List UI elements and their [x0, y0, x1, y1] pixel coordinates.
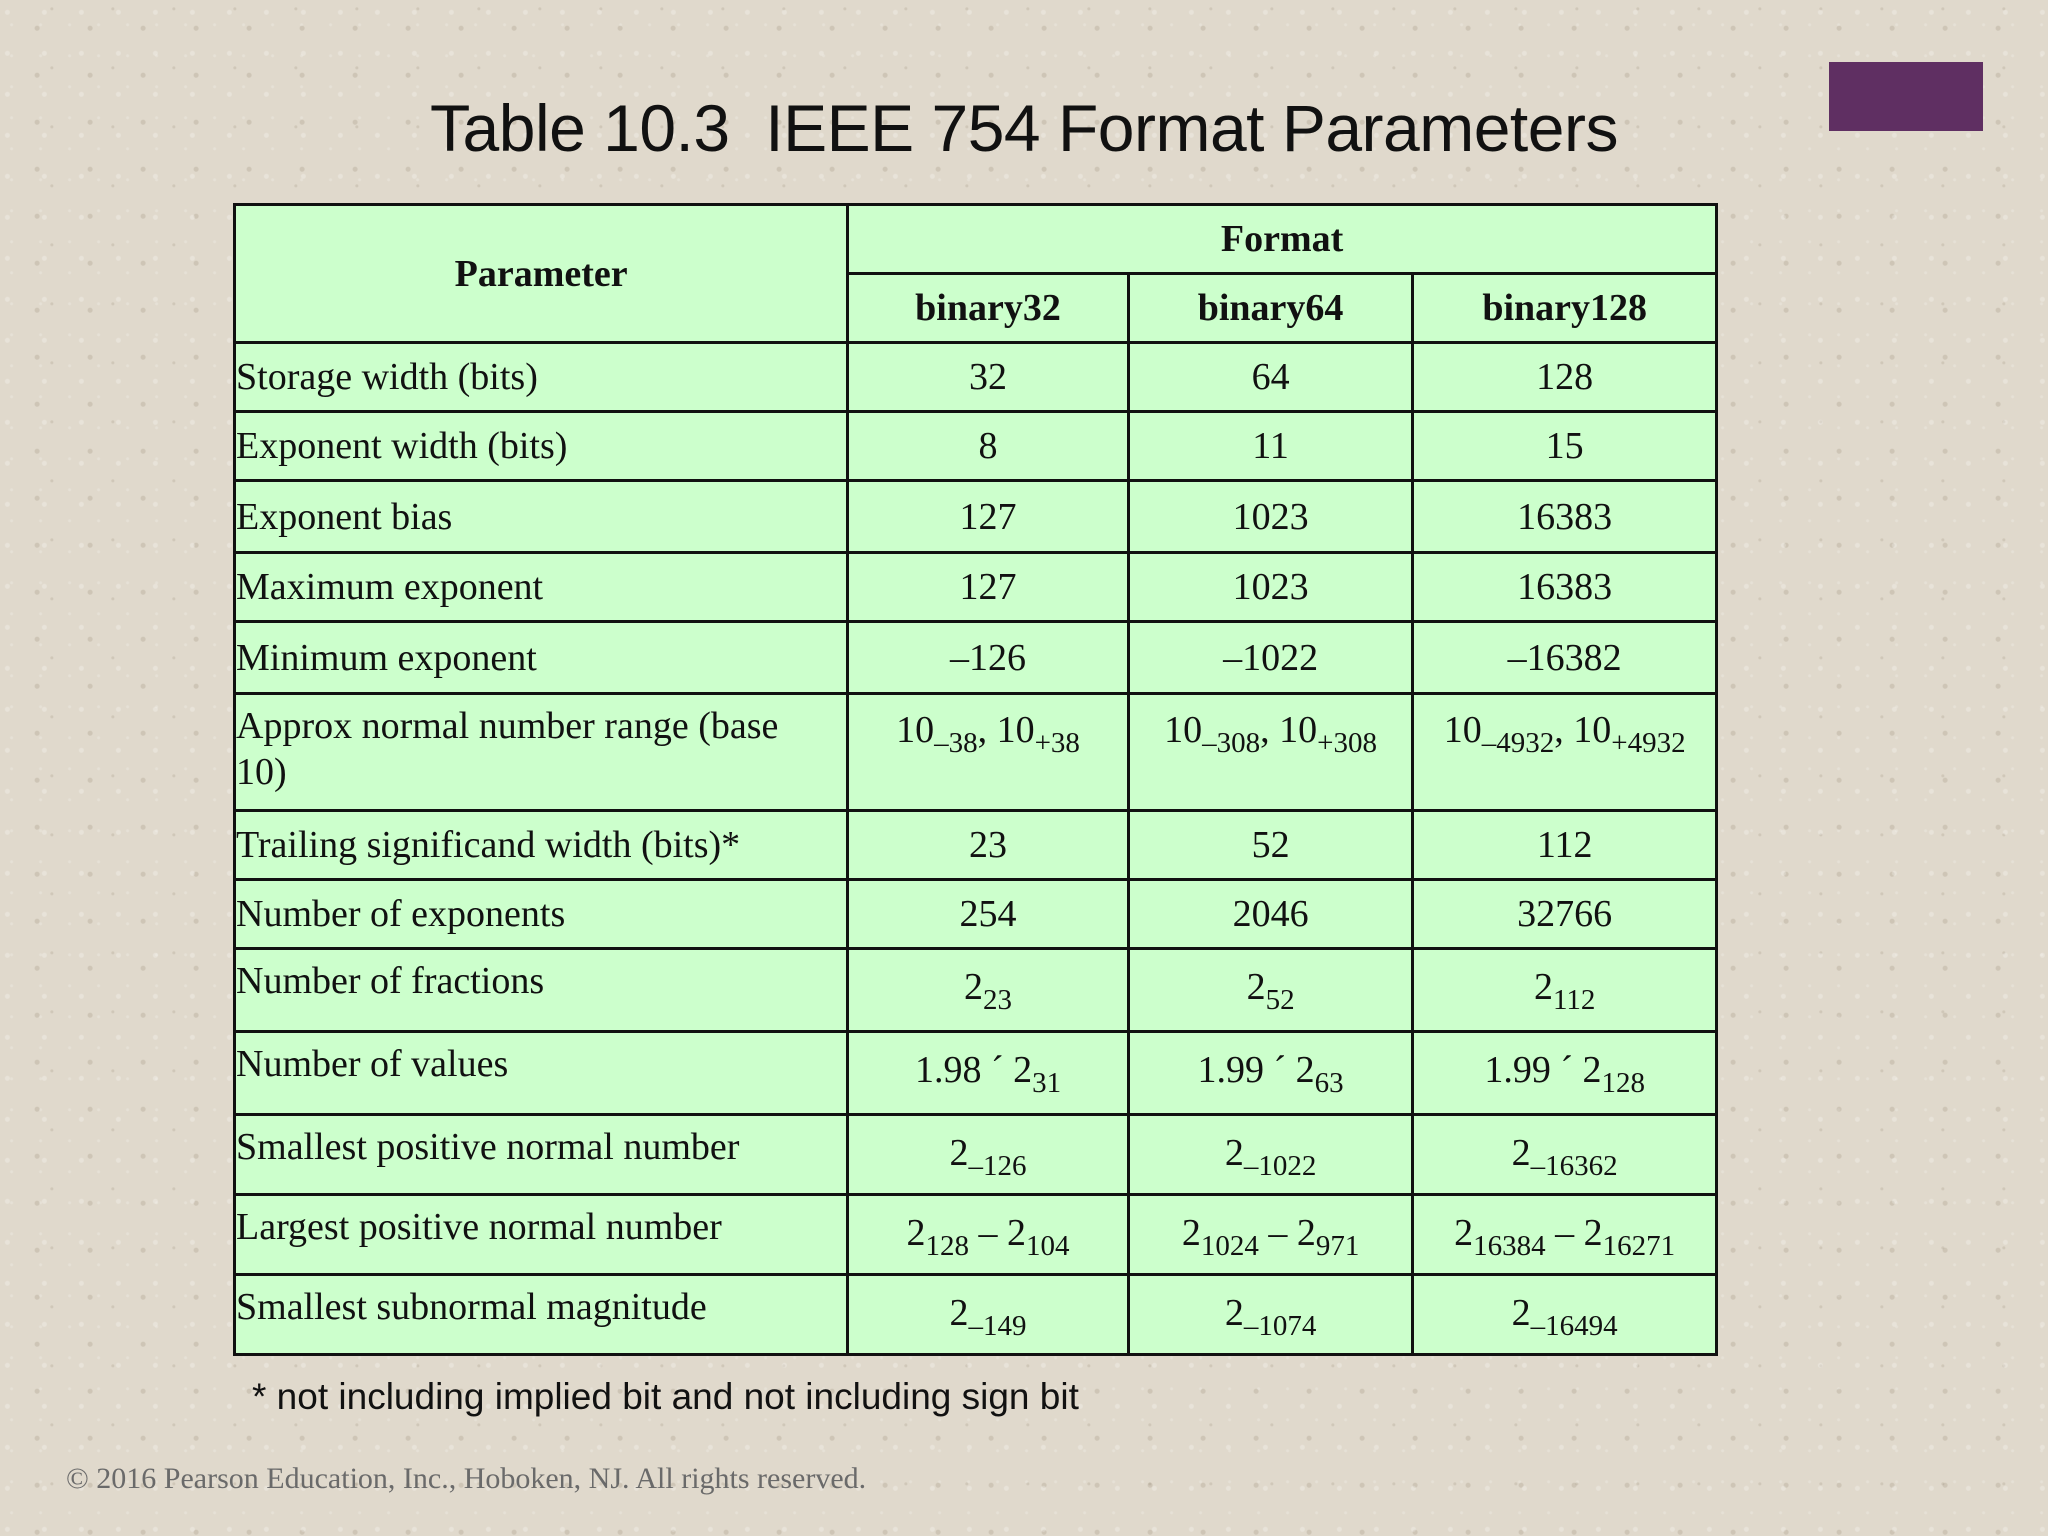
value-subscript: –1074	[1243, 1310, 1317, 1343]
value-subscript: 16271	[1602, 1230, 1676, 1263]
value-subscript: 112	[1552, 984, 1596, 1017]
value-base: –1022	[1223, 636, 1319, 679]
value-cell-binary32	[848, 880, 1129, 949]
value-cell-binary64	[1128, 1032, 1413, 1115]
value-subscript: 1024	[1200, 1230, 1259, 1263]
value-cell-binary64	[1128, 1115, 1413, 1195]
value-base: 10	[1164, 709, 1203, 751]
value-subscript: 23	[983, 984, 1013, 1017]
value-base: 32	[969, 356, 1008, 398]
value-base: 10	[1443, 709, 1482, 751]
value-prefix: 1.99 ´	[1484, 1049, 1583, 1091]
value-cell-binary64	[1128, 880, 1413, 949]
value-cell-binary128	[1413, 949, 1717, 1032]
parameter-label: Number of exponents	[235, 880, 848, 949]
parameter-label: Storage width (bits)	[235, 343, 848, 412]
parameter-label: Maximum exponent	[235, 553, 848, 622]
value-cell-binary128	[1413, 622, 1717, 694]
value-base: 32766	[1517, 893, 1613, 935]
value-subscript: +38	[1034, 727, 1080, 760]
value-cell-binary64	[1128, 481, 1413, 553]
column-header-binary128: binary128	[1413, 274, 1717, 343]
table-row	[235, 694, 1717, 811]
value-cell-binary32	[848, 694, 1129, 811]
header-parameter: Parameter	[235, 205, 848, 343]
value-cell-binary32	[848, 622, 1129, 694]
format-parameters-table	[233, 203, 1718, 1356]
copyright-notice: © 2016 Pearson Education, Inc., Hoboken, NJ. All rights reserved.	[66, 1462, 867, 1495]
parameter-label: Approx normal number range (base 10)	[235, 694, 848, 811]
value-subscript: 128	[1601, 1067, 1645, 1100]
table-row	[235, 553, 1717, 622]
value-base: 2	[1013, 1049, 1033, 1091]
value-base: 2	[964, 966, 984, 1008]
value-base: 2046	[1232, 893, 1309, 935]
value-prefix: 1.99 ´	[1197, 1049, 1296, 1091]
value-subscript: –126	[968, 1150, 1027, 1183]
value-cell-binary128	[1413, 553, 1717, 622]
column-header-binary32: binary32	[848, 274, 1129, 343]
value-subscript: –308	[1202, 727, 1261, 760]
value-cell-binary64	[1128, 553, 1413, 622]
footnote: * not including implied bit and not including sign bit	[252, 1376, 1079, 1417]
value-base: 2	[1224, 1292, 1244, 1334]
value-separator: –	[1258, 1212, 1297, 1254]
value-cell-binary128	[1413, 1275, 1717, 1355]
value-base: 2	[1511, 1132, 1531, 1174]
value-cell-binary32	[848, 343, 1129, 412]
column-header-binary64: binary64	[1128, 274, 1413, 343]
value-cell-binary128	[1413, 343, 1717, 412]
value-cell-binary128	[1413, 694, 1717, 811]
value-base: 2	[1295, 1049, 1315, 1091]
value-cell-binary32	[848, 1275, 1129, 1355]
value-base: 8	[978, 425, 998, 467]
value-base: 15	[1545, 425, 1584, 467]
value-base: –16382	[1507, 636, 1622, 679]
value-base: 2	[1533, 966, 1553, 1008]
table-row	[235, 481, 1717, 553]
value-cell-binary128	[1413, 811, 1717, 880]
value-subscript: 971	[1315, 1230, 1360, 1263]
table-row	[235, 949, 1717, 1032]
value-base: 2	[1181, 1212, 1201, 1254]
value-cell-binary128	[1413, 1115, 1717, 1195]
value-subscript: 128	[925, 1230, 970, 1263]
value-base: 2	[1246, 966, 1266, 1008]
value-cell-binary64	[1128, 1275, 1413, 1355]
parameter-label: Trailing significand width (bits)*	[235, 811, 848, 880]
value-base: 2	[906, 1212, 926, 1254]
value-base: 11	[1252, 425, 1289, 467]
value-base: 1023	[1232, 566, 1309, 608]
value-subscript: +308	[1317, 727, 1377, 760]
value-cell-binary64	[1128, 949, 1413, 1032]
value-base: 128	[1536, 356, 1594, 398]
value-cell-binary128	[1413, 880, 1717, 949]
parameter-label: Number of fractions	[235, 949, 848, 1032]
value-cell-binary64	[1128, 1195, 1413, 1275]
parameter-label: Minimum exponent	[235, 622, 848, 694]
value-base: 2	[1007, 1212, 1027, 1254]
value-base: 2	[1224, 1132, 1244, 1174]
value-cell-binary64	[1128, 811, 1413, 880]
value-cell-binary64	[1128, 694, 1413, 811]
value-cell-binary128	[1413, 481, 1717, 553]
value-base: 2	[949, 1292, 969, 1334]
table-row	[235, 811, 1717, 880]
value-subscript: 52	[1265, 984, 1295, 1017]
value-cell-binary64	[1128, 412, 1413, 481]
parameter-label: Number of values	[235, 1032, 848, 1115]
value-subscript: –38	[934, 727, 978, 760]
value-base: 52	[1251, 824, 1290, 866]
value-separator: ,	[977, 709, 997, 751]
value-cell-binary32	[848, 1195, 1129, 1275]
table-row	[235, 1115, 1717, 1195]
value-cell-binary128	[1413, 1032, 1717, 1115]
value-cell-binary32	[848, 412, 1129, 481]
value-base: 10	[1279, 709, 1318, 751]
value-prefix: 1.98 ´	[914, 1049, 1014, 1091]
value-cell-binary64	[1128, 622, 1413, 694]
value-base: 2	[1454, 1212, 1474, 1254]
parameter-label: Largest positive normal number	[235, 1195, 848, 1275]
value-cell-binary32	[848, 553, 1129, 622]
value-subscript: –16362	[1530, 1150, 1618, 1183]
value-separator: ,	[1554, 709, 1574, 751]
header-format: Format	[848, 205, 1717, 274]
value-cell-binary32	[848, 481, 1129, 553]
value-base: 112	[1536, 824, 1593, 866]
value-cell-binary32	[848, 1115, 1129, 1195]
table-row	[235, 622, 1717, 694]
value-base: –126	[950, 636, 1027, 679]
value-base: 16383	[1517, 566, 1613, 608]
table-body	[235, 343, 1717, 1355]
value-base: 64	[1251, 356, 1290, 398]
value-cell-binary128	[1413, 1195, 1717, 1275]
value-base: 10	[896, 709, 935, 751]
value-subscript: 16384	[1473, 1230, 1546, 1263]
value-base: 2	[949, 1132, 969, 1174]
parameter-label: Smallest subnormal magnitude	[235, 1275, 848, 1355]
value-subscript: –16494	[1530, 1310, 1618, 1343]
value-base: 10	[1573, 709, 1612, 751]
value-base: 127	[959, 495, 1017, 538]
value-subscript: –4932	[1481, 727, 1555, 760]
value-base: 254	[959, 893, 1017, 935]
value-cell-binary32	[848, 1032, 1129, 1115]
table-row	[235, 1275, 1717, 1355]
value-base: 1023	[1232, 495, 1309, 538]
value-separator: –	[1545, 1212, 1584, 1254]
value-base: 16383	[1517, 495, 1613, 538]
value-subscript: +4932	[1611, 727, 1686, 760]
value-subscript: 31	[1032, 1067, 1062, 1100]
value-base: 23	[969, 824, 1008, 866]
parameter-label: Exponent bias	[235, 481, 848, 553]
value-base: 2	[1511, 1292, 1531, 1334]
value-cell-binary64	[1128, 343, 1413, 412]
value-subscript: –149	[968, 1310, 1027, 1343]
value-base: 2	[1582, 1049, 1602, 1091]
value-separator: –	[969, 1212, 1008, 1254]
value-base: 10	[996, 709, 1035, 751]
table-row	[235, 880, 1717, 949]
value-base: 127	[959, 566, 1017, 608]
table-row	[235, 1195, 1717, 1275]
value-cell-binary32	[848, 811, 1129, 880]
value-subscript: –1022	[1243, 1150, 1317, 1183]
value-base: 2	[1296, 1212, 1316, 1254]
value-cell-binary32	[848, 949, 1129, 1032]
slide-title: Table 10.3 IEEE 754 Format Parameters	[430, 91, 1618, 165]
parameter-label: Exponent width (bits)	[235, 412, 848, 481]
table-row	[235, 412, 1717, 481]
parameter-label: Smallest positive normal number	[235, 1115, 848, 1195]
table-row	[235, 343, 1717, 412]
table-row	[235, 1032, 1717, 1115]
value-cell-binary128	[1413, 412, 1717, 481]
value-subscript: 63	[1314, 1067, 1344, 1100]
value-separator: ,	[1260, 709, 1280, 751]
value-base: 2	[1583, 1212, 1603, 1254]
value-subscript: 104	[1026, 1230, 1070, 1263]
